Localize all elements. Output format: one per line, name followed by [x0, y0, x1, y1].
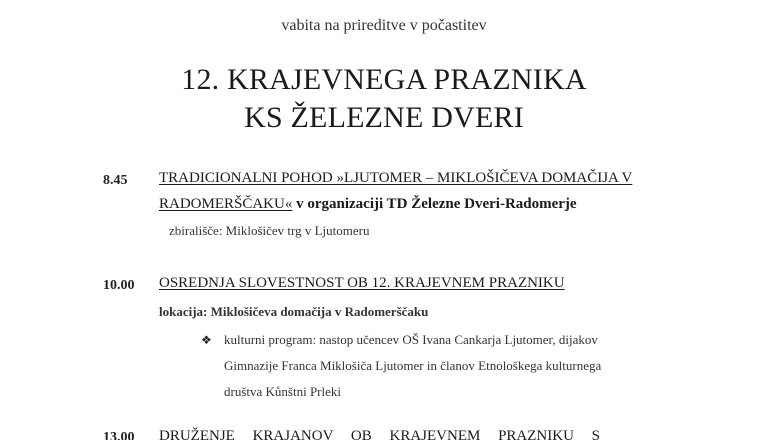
event-2-program-line-1: kulturni program: nastop učencev OŠ Ivana Cankarja Ljutomer, dijakov — [224, 332, 598, 347]
event-1-organizer: v organizaciji TD Železne Dveri-Radomerje — [292, 196, 577, 212]
event-2-location: lokacija: Miklošičeva domačija v Radomerščaku — [159, 304, 429, 319]
event-1-title-underlined: RADOMERŠČAKU« — [159, 196, 293, 212]
invitation-subtitle: vabita na prireditve v počastitev — [281, 17, 487, 34]
bullet-diamond-icon: ❖ — [201, 333, 212, 347]
event-2-title: OSREDNJA SLOVESTNOST OB 12. KRAJEVNEM PRAZNIKU — [159, 275, 565, 291]
event-3-clip — [0, 426, 768, 440]
event-2-program-line-2: Gimnazije Franca Miklošiča Ljutomer in članov Etnološkega kulturnega — [224, 358, 602, 373]
event-1-meeting-point: zbirališče: Miklošičev trg v Ljutomeru — [169, 223, 370, 238]
event-2-time: 10.00 — [103, 278, 135, 293]
event-2-program-line-3: društva Kůnštni Prleki — [224, 384, 341, 399]
event-1-title-line-2 — [159, 196, 577, 213]
event-1-title-line-1: TRADICIONALNI POHOD »LJUTOMER – MIKLOŠIČEVA DOMAČIJA V — [159, 170, 633, 186]
event-3-title: DRUŽENJE KRAJANOV OB KRAJEVNEM PRAZNIKU S — [159, 428, 600, 440]
title-line-1: 12. KRAJEVNEGA PRAZNIKA — [181, 63, 587, 96]
event-3-time: 13.00 — [103, 430, 135, 440]
event-1-time: 8.45 — [103, 173, 128, 188]
title-line-2: KS ŽELEZNE DVERI — [244, 101, 524, 134]
